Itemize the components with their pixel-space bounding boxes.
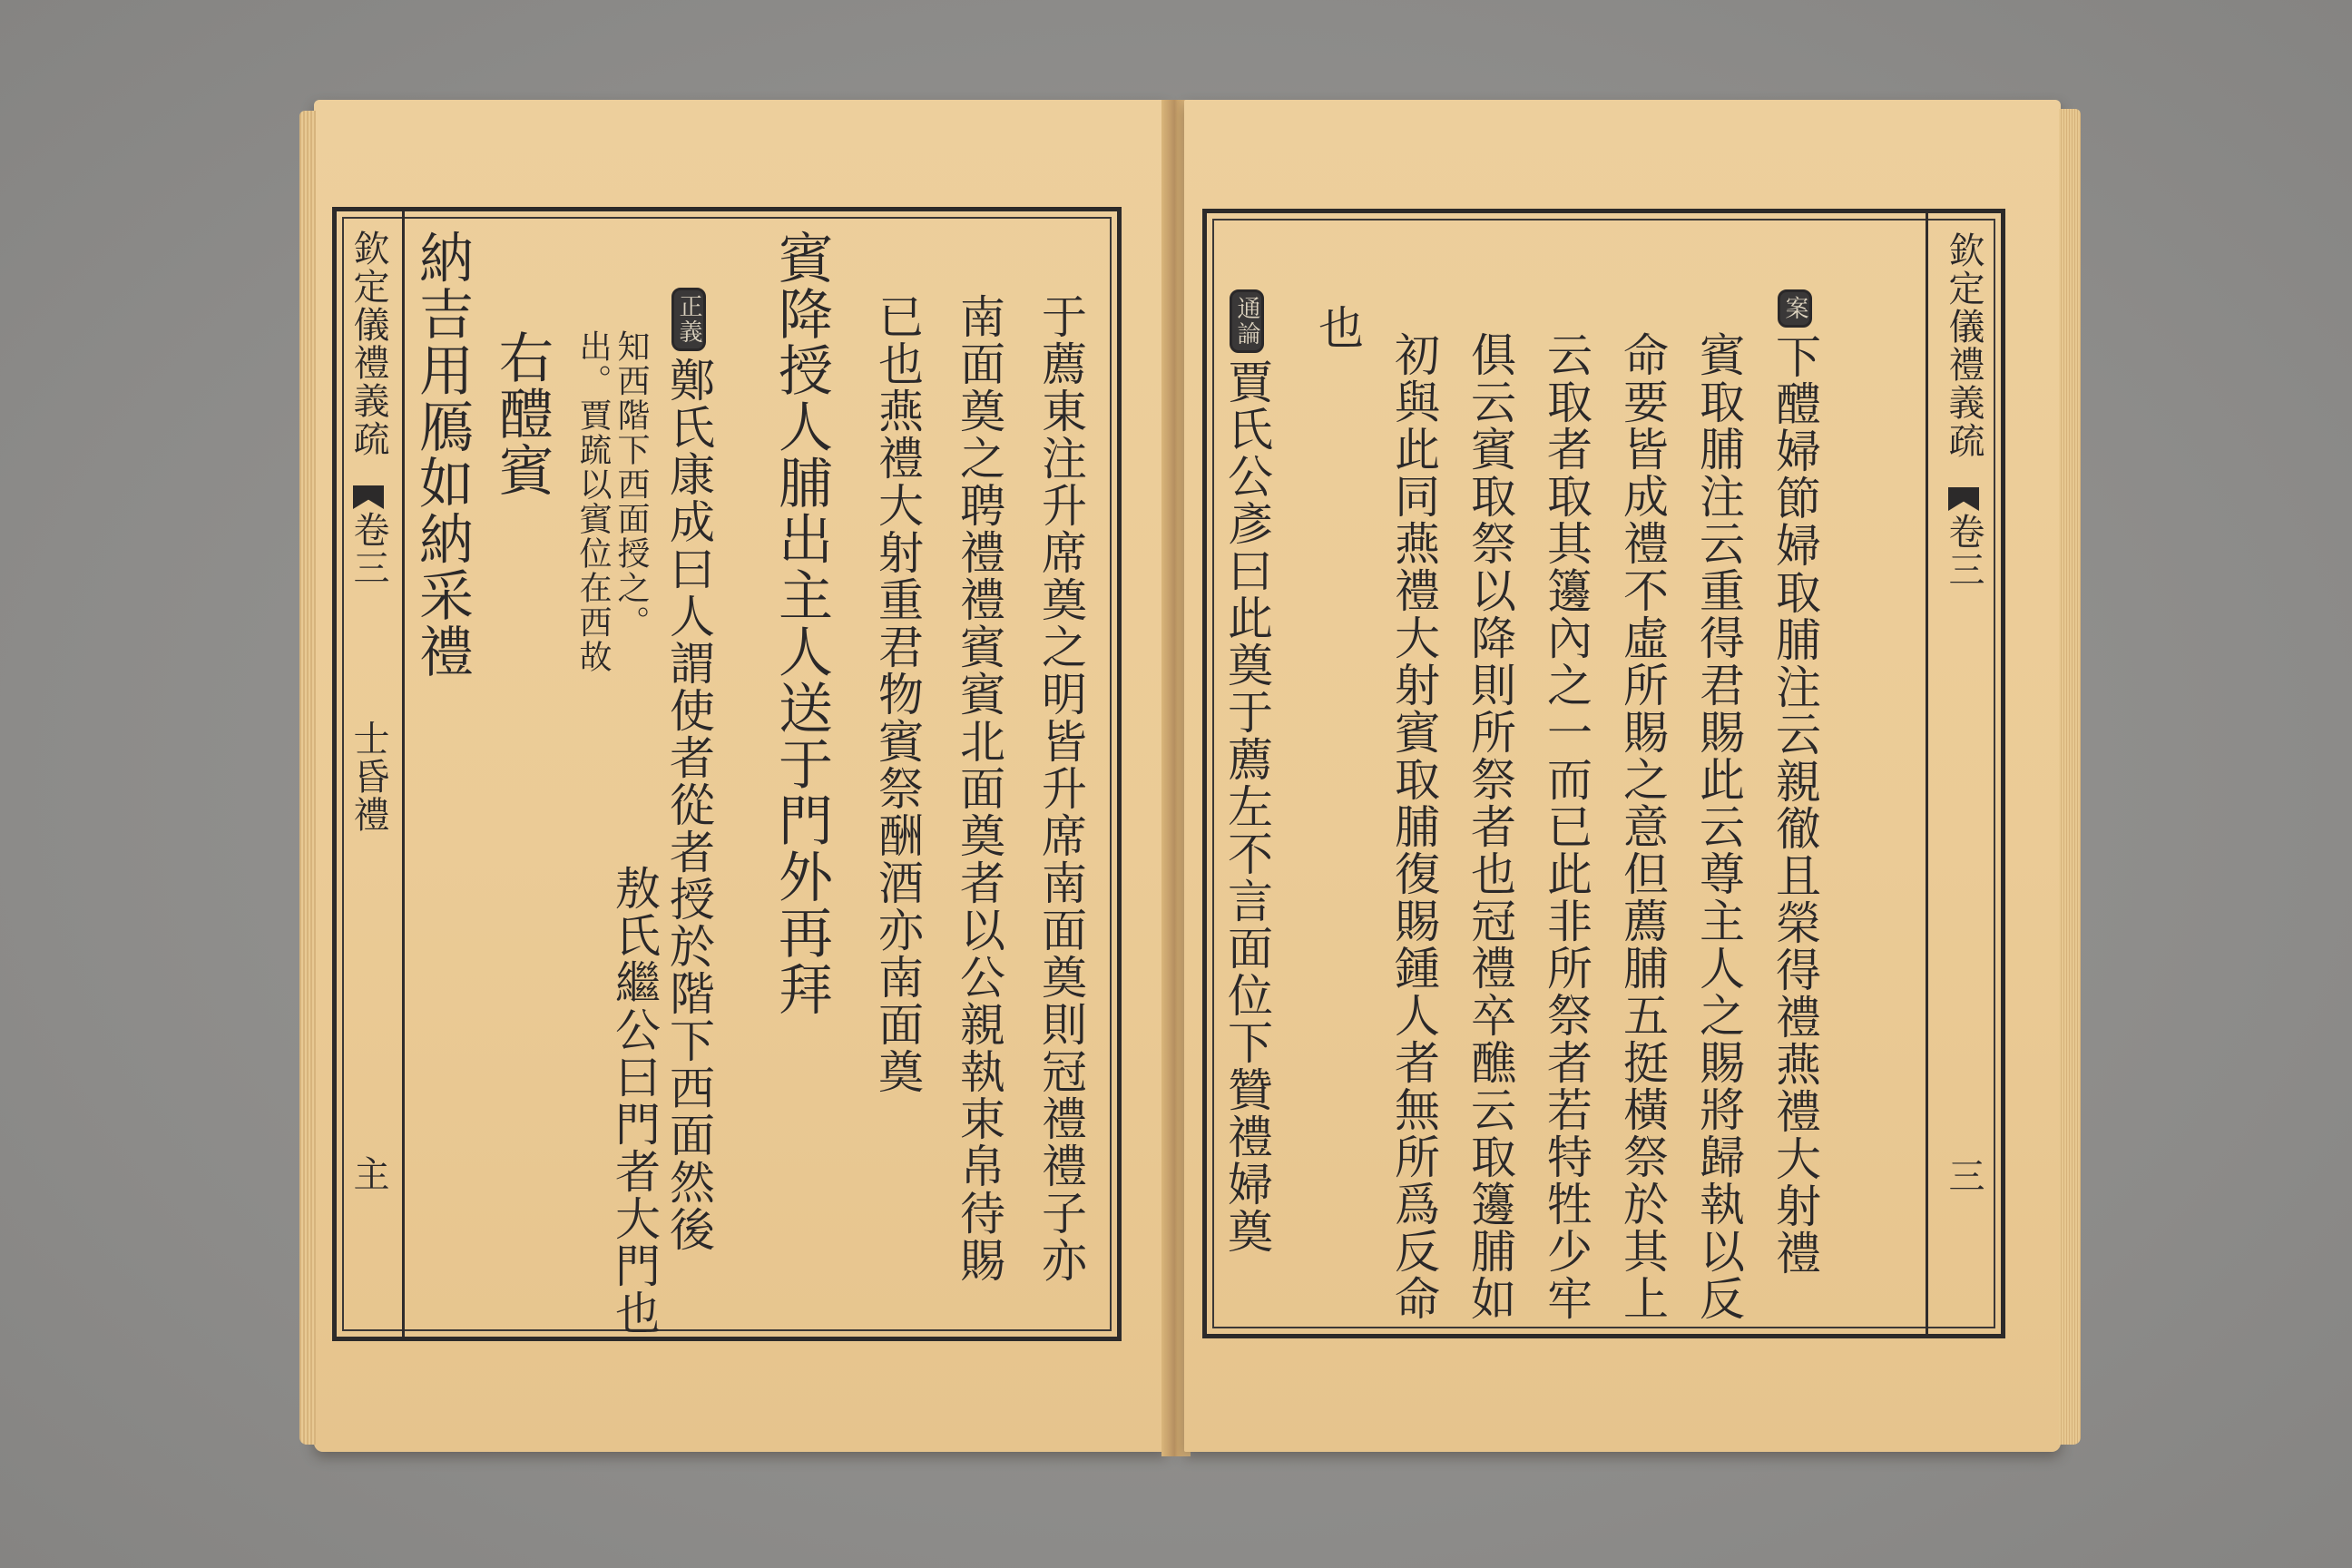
left-spine-volume: 卷三 [348,511,389,587]
right-spine-column [1926,213,2001,1334]
right-col-3: 命要皆成禮不虛所賜之意但薦脯五挺橫祭於其上 [1616,331,1669,1322]
left-spine-section: 士昏禮 [348,720,389,834]
right-col-4: 云取者取其籩內之一而已此非所祭者若特牲少牢 [1540,331,1592,1322]
left-col-3: 出。賈䟽以賓位在西故 [574,329,612,674]
left-col-2: 右醴賓 [490,329,554,498]
right-col-2: 賓取脯注云重得君賜此云尊主人之賜將歸執以反 [1692,331,1745,1322]
left-col-8: 已也燕禮大射重君物賓祭酬酒亦南面奠 [871,293,924,1095]
left-col-5-text: 鄭氏康成曰人謂使者從者授於階下西面然後 [662,357,715,1253]
right-col-5: 俱云賓取祭以降則所祭者也冠禮卒醮云取籩脯如 [1464,331,1516,1322]
left-col-7: 賓降授人脯出主人送于門外再拜 [769,230,833,1017]
fish-tail-mark-right [1948,487,1979,511]
open-book [299,100,2078,1470]
left-col-5 [663,288,714,1253]
left-text-frame [332,207,1122,1341]
stamp-an: 案 [1778,289,1812,328]
right-col-8 [1221,289,1272,1255]
right-col-6: 初與此同燕禮大射賓取脯復賜鍾人者無所爲反命 [1387,331,1440,1322]
left-col-9: 南面奠之聘禮禮賓賓北面奠者以公親執束帛待賜 [953,293,1005,1284]
left-col-4: 知西階下西面授之。 [612,329,650,640]
right-spine-folio: 三 [1943,1157,1984,1195]
right-col-8-text: 賈氏公彥曰此奠于薦左不言面位下贊禮婦奠 [1220,358,1273,1255]
stamp-zhengyi: 正義 [671,288,706,351]
left-col-10: 于薦東注升席奠之明皆升席南面奠則冠禮禮子亦 [1034,293,1087,1284]
left-spine-title: 欽定儀禮義疏 [348,230,389,458]
right-col-1-text: 下醴婦節婦取脯注云親徹且榮得禮燕禮大射禮 [1769,333,1821,1277]
left-spine-folio: 主 [348,1155,389,1193]
stamp-tonglun: 通論 [1230,289,1264,353]
left-col-1: 納吉用鴈如納采禮 [410,230,474,680]
right-inner-border [1212,219,1995,1328]
right-page [1184,100,2061,1452]
left-col-6: 敖氏繼公曰門者大門也 [608,865,661,1337]
fish-tail-mark [353,485,384,509]
right-col-7: 也 [1311,304,1364,351]
right-spine-title: 欽定儀禮義疏 [1943,231,1984,460]
left-col-4b [574,810,611,845]
right-col-1 [1769,289,1820,1277]
right-spine-volume: 卷三 [1943,513,1984,589]
right-text-frame [1202,209,2005,1338]
left-spine-column [337,211,405,1337]
left-page [314,100,1167,1452]
